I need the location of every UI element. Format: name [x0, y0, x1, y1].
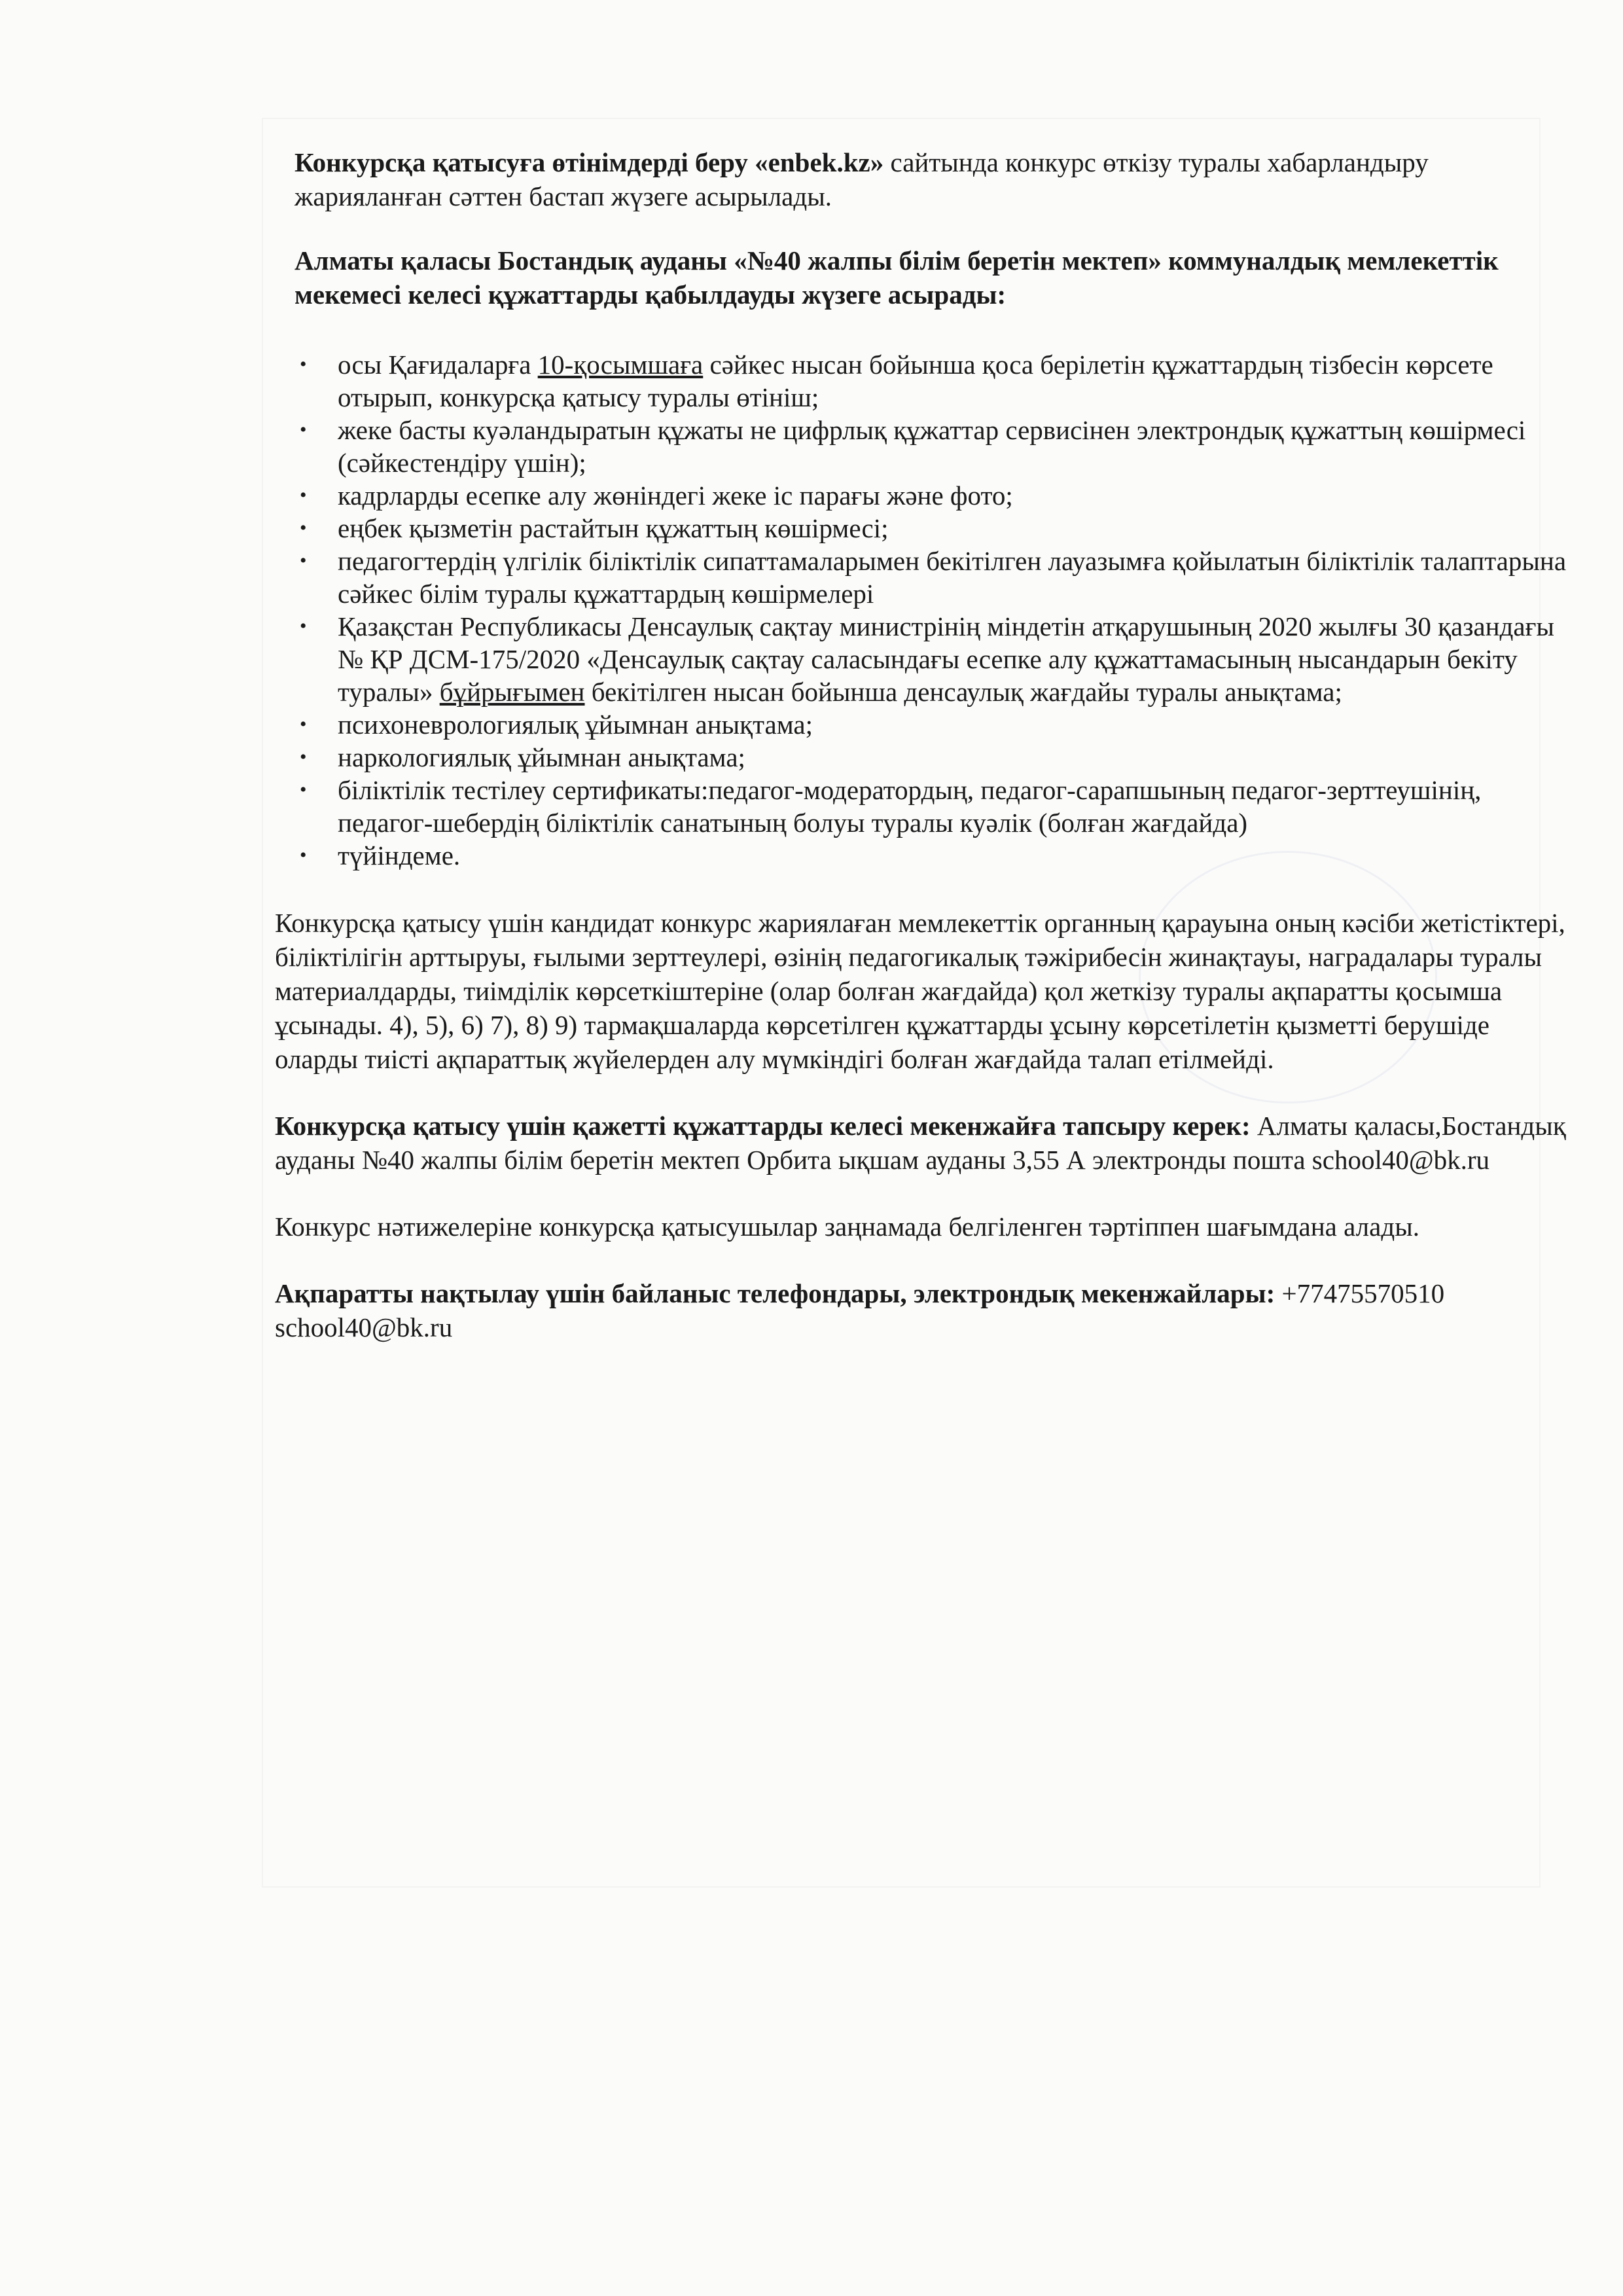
- contacts-label: Ақпаратты нақтылау үшін байланыс телефондары, электрондық мекенжайлары:: [275, 1278, 1275, 1308]
- list-item-text: кадрларды есепке алу жөніндегі жеке іс парағы және фото;: [338, 480, 1013, 511]
- list-item-text: Қазақстан Республикасы Денсаулық сақтау министрінің міндетін атқарушының 2020 жылғы 30 қазандағы № ҚР ДСМ-175/2020 «Денсаулық сақтау саласындағы есепке алу құжаттамасының нысандарын бекіту туралы»: [338, 611, 1554, 707]
- list-item-text: осы Қағидаларға: [338, 350, 538, 380]
- list-item-text: сәйкес нысан бойынша қоса берілетін құжаттардың тізбесін көрсете отырып, конкурсқа қатысу туралы өтініш;: [338, 350, 1493, 412]
- list-item: [294, 348, 1571, 414]
- contacts-paragraph: [275, 1276, 1571, 1344]
- intro-bold: Конкурсқа қатысуға өтінімдерді беру «enbek.kz»: [294, 147, 884, 177]
- list-item-text: түйіндеме.: [338, 840, 461, 870]
- annex-10-link[interactable]: 10-қосымшаға: [537, 350, 704, 380]
- submission-address-label: Конкурсқа қатысу үшін қажетті құжаттарды келесі мекенжайға тапсыру керек:: [275, 1111, 1251, 1141]
- documents-list: [294, 348, 1571, 872]
- list-item-text: біліктілік тестілеу сертификаты:педагог-модератордың, педагог-сарапшының педагог-зерттеушінің, педагог-шебердің біліктілік санатының болуы туралы куәлік (болған жағдайда): [338, 775, 1482, 838]
- list-item: [294, 708, 1571, 741]
- list-item: [294, 414, 1571, 479]
- list-item: [294, 545, 1571, 610]
- submission-address: [275, 1109, 1571, 1177]
- bullet-icon: •: [300, 517, 307, 539]
- contacts-phone-email: +77475570510 school40@bk.ru: [275, 1278, 1445, 1342]
- bullet-icon: •: [300, 713, 307, 735]
- bullet-icon: •: [300, 484, 307, 506]
- list-item: [294, 479, 1571, 512]
- bullet-icon: •: [300, 419, 307, 440]
- list-item-text: жеке басты куәландыратын құжаты не цифрлық құжаттар сервисінен электрондық құжаттың көшірмесі (сәйкестендіру үшін);: [338, 415, 1526, 478]
- bullet-icon: •: [300, 779, 307, 800]
- list-item-text: педагогтердің үлгілік біліктілік сипаттамаларымен бекітілген лауазымға қойылатын біліктілік талаптарына сәйкес білім туралы құжаттардың көшірмелері: [338, 546, 1567, 609]
- appeal-paragraph: Конкурс нәтижелеріне конкурсқа қатысушылар заңнамада белгіленген тәртіппен шағымдана алады.: [275, 1211, 1419, 1242]
- list-item-text: наркологиялық ұйымнан анықтама;: [338, 742, 745, 772]
- bullet-icon: •: [300, 353, 307, 375]
- document-body: [275, 145, 1571, 1344]
- acceptance-heading: [294, 243, 1571, 312]
- intro-rest: сайтында конкурс өткізу туралы хабарландыру жарияланған сәттен бастап жүзеге асырылады.: [294, 147, 1429, 211]
- list-item: [294, 741, 1571, 774]
- bullet-icon: •: [300, 746, 307, 768]
- additional-materials-paragraph: Конкурсқа қатысу үшін кандидат конкурс жариялаған мемлекеттік органның қарауына оның кәсіби жетістіктері, біліктілігін арттыруы, ғылыми зерттеулері, өзінің педагогикалық тәжірибесін жинақтауы, наградалары туралы материалдарды, тиімділік көрсеткіштеріне (олар болған жағдайда) қол жеткізу туралы ақпаратты қосымша ұсынады. 4), 5), 6) 7), 8) 9) тармақшаларда көрсетілген құжаттарды ұсыну көрсетілетін қызметті берушіде оларды тиісті ақпараттық жүйелерден алу мүмкіндігі болған жағдайда талап етілмейді.: [275, 908, 1565, 1074]
- list-item: [294, 512, 1571, 545]
- acceptance-heading-text: Алматы қаласы Бостандық ауданы «№40 жалпы білім беретін мектеп» коммуналдық мемлекеттік мекемесі келесі құжаттарды қабылдауды жүзеге асырады:: [294, 245, 1499, 310]
- list-item: [294, 839, 1571, 872]
- list-item-text: бекітілген нысан бойынша денсаулық жағдайы туралы анықтама;: [584, 677, 1342, 707]
- list-item-text: психоневрологиялық ұйымнан анықтама;: [338, 709, 813, 740]
- submission-address-text: Алматы қаласы,Бостандық ауданы №40 жалпы білім беретін мектеп Орбита ықшам ауданы 3,55 А электронды пошта school40@bk.ru: [275, 1111, 1566, 1175]
- list-item: [294, 610, 1571, 708]
- bullet-icon: •: [300, 844, 307, 866]
- list-item-text: еңбек қызметін растайтын құжаттың көшірмесі;: [338, 513, 889, 543]
- bullet-icon: •: [300, 550, 307, 571]
- list-item: [294, 774, 1571, 839]
- intro-paragraph: [294, 145, 1571, 213]
- order-link[interactable]: бұйрығымен: [439, 677, 585, 707]
- bullet-icon: •: [300, 615, 307, 637]
